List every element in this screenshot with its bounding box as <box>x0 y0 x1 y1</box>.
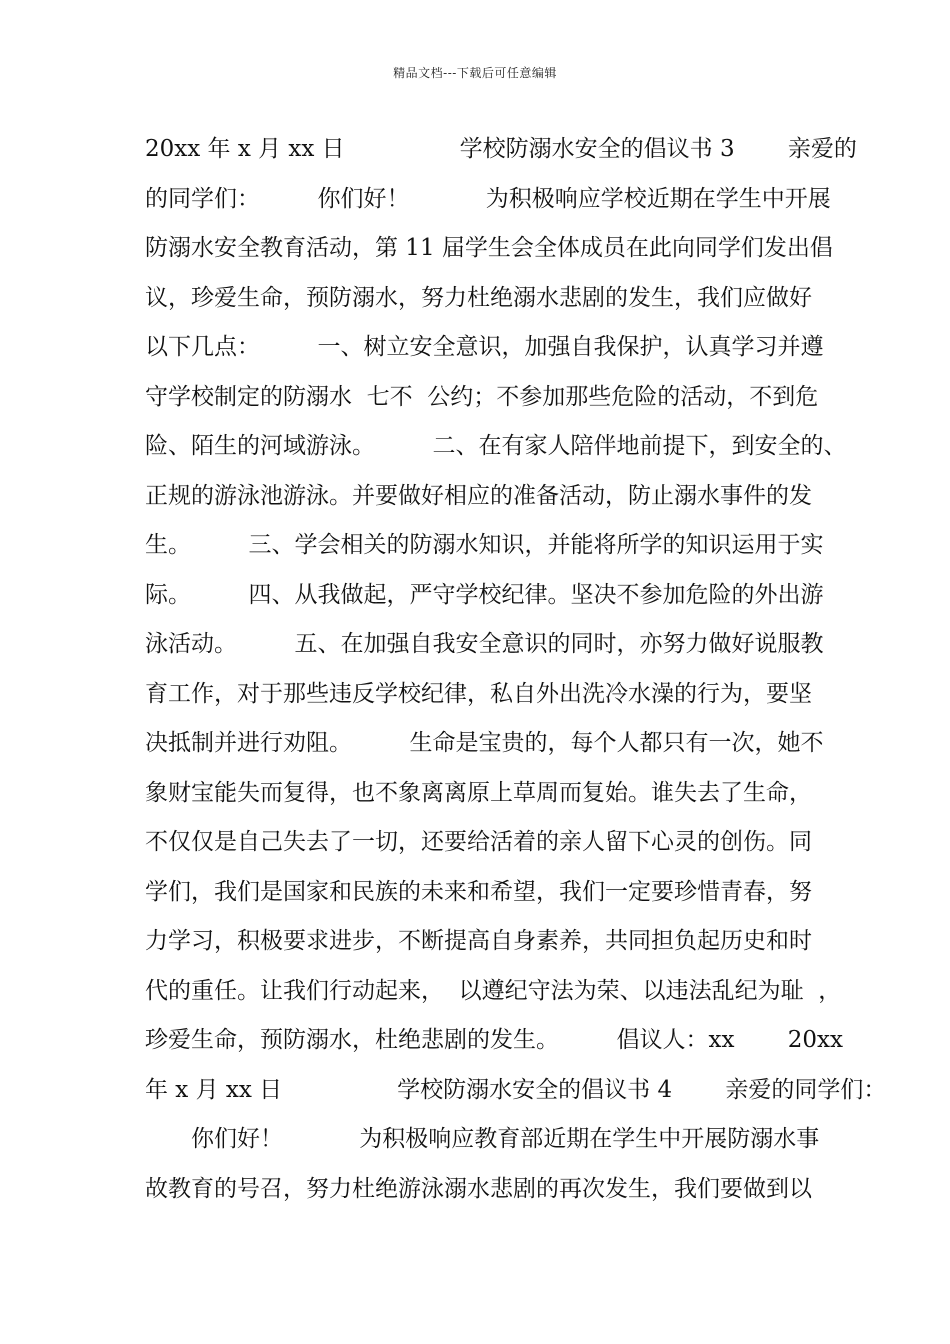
text-line: 不仅仅是自己失去了一切，还要给活着的亲人留下心灵的创伤。同 <box>145 829 812 855</box>
text-line: 防溺水安全教育活动，第 11 届学生会全体成员在此向同学们发出倡 <box>145 235 833 261</box>
text-line: 象财宝能失而复得，也不象离离原上草周而复始。谁失去了生命， <box>145 779 812 806</box>
text-line: 议，珍爱生命，预防溺水，努力杜绝溺水悲剧的发生，我们应做好 <box>145 284 812 311</box>
text-line: 泳活动。 五、在加强自我安全意识的同时，亦努力做好说服教 <box>145 631 824 657</box>
text-line: 生。 三、学会相关的防溺水知识，并能将所学的知识运用于实 <box>145 532 824 558</box>
text-line: 故教育的号召，努力杜绝游泳溺水悲剧的再次发生，我们要做到以 <box>145 1175 812 1202</box>
text-line: 际。 四、从我做起，严守学校纪律。坚决不参加危险的外出游 <box>145 581 824 608</box>
text-line: 的同学们： 你们好！ 为积极响应学校近期在学生中开展 <box>145 185 831 212</box>
text-line: 学们，我们是国家和民族的未来和希望，我们一定要珍惜青春，努 <box>145 878 812 905</box>
text-line: 年 x 月 xx 日 学校防溺水安全的倡议书 4 亲爱的同学们： <box>145 1076 887 1103</box>
document-body <box>145 125 887 1214</box>
text-line: 珍爱生命，预防溺水，杜绝悲剧的发生。 倡议人：xx 20xx <box>145 1027 843 1053</box>
page-header: 精品文档---下载后可任意编辑 <box>393 66 557 80</box>
text-line: 你们好！ 为积极响应教育部近期在学生中开展防溺水事 <box>145 1126 820 1152</box>
text-line: 以下几点： 一、树立安全意识，加强自我保护，认真学习并遵 <box>145 334 824 360</box>
text-line: 守学校制定的防溺水 七不 公约；不参加那些危险的活动，不到危 <box>145 383 819 410</box>
text-line: 育工作，对于那些违反学校纪律，私自外出洗冷水澡的行为，要坚 <box>145 680 812 707</box>
text-line: 20xx 年 x 月 xx 日 学校防溺水安全的倡议书 3 亲爱的 <box>145 136 857 162</box>
text-line: 代的重任。让我们行动起来， 以遵纪守法为荣、以违法乱纪为耻 ， <box>145 977 842 1004</box>
text-line: 险、陌生的河域游泳。 二、在有家人陪伴地前提下，到安全的、 <box>145 433 847 459</box>
text-line: 正规的游泳池游泳。并要做好相应的准备活动，防止溺水事件的发 <box>145 482 812 509</box>
text-line: 决抵制并进行劝阻。 生命是宝贵的，每个人都只有一次，她不 <box>145 730 824 756</box>
text-line: 力学习，积极要求进步，不断提高自身素养，共同担负起历史和时 <box>145 928 812 954</box>
